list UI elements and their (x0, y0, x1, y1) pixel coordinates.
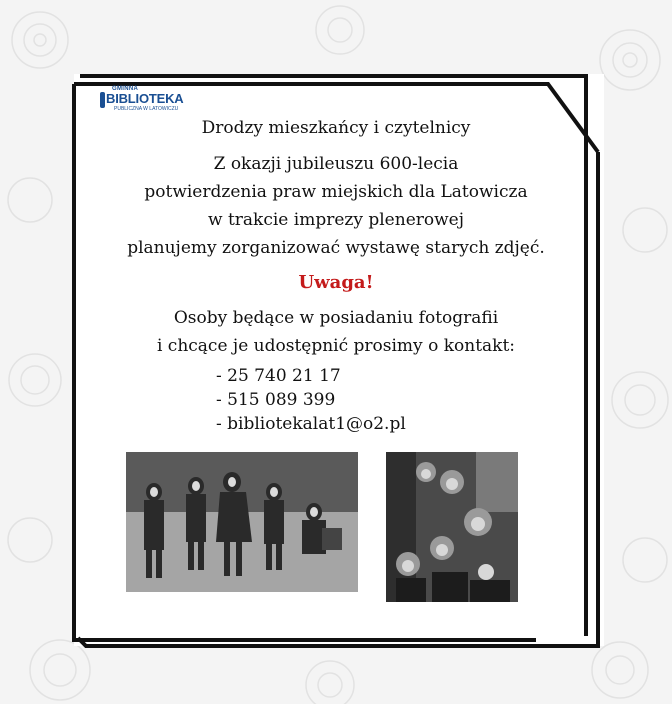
message-line-1: Z okazji jubileuszu 600-lecia (213, 154, 459, 174)
greeting: Drodzy mieszkańcy i czytelnicy (201, 118, 471, 138)
message-line-3: w trakcie imprezy plenerowej (208, 210, 464, 230)
request-line-2: i chcące je udostępnić prosimy o kontakt: (156, 336, 516, 356)
contact-email: - bibliotekalat1@o2.pl (216, 414, 406, 434)
photo-soldiers-dancing (126, 452, 358, 592)
message-line-4: planujemy zorganizować wystawę starych zdjęć. (127, 238, 545, 258)
logo-sub-text: PUBLICZNA W LATOWICZU (114, 106, 179, 112)
contact-phone-2: - 515 089 399 (216, 390, 336, 410)
contact-phone-1: - 25 740 21 17 (216, 366, 341, 386)
request-line-1: Osoby będące w posiadaniu fotografii (173, 308, 499, 328)
logo-top-text: GMINNA (112, 86, 139, 92)
logo-main-text: BIBLIOTEKA (106, 91, 184, 106)
photo-crowd-flowers (386, 452, 518, 602)
message-line-2: potwierdzenia praw miejskich dla Latowicza (144, 182, 528, 202)
warning-heading: Uwaga! (298, 272, 374, 293)
library-logo (100, 86, 184, 114)
logo-mark (100, 92, 105, 108)
